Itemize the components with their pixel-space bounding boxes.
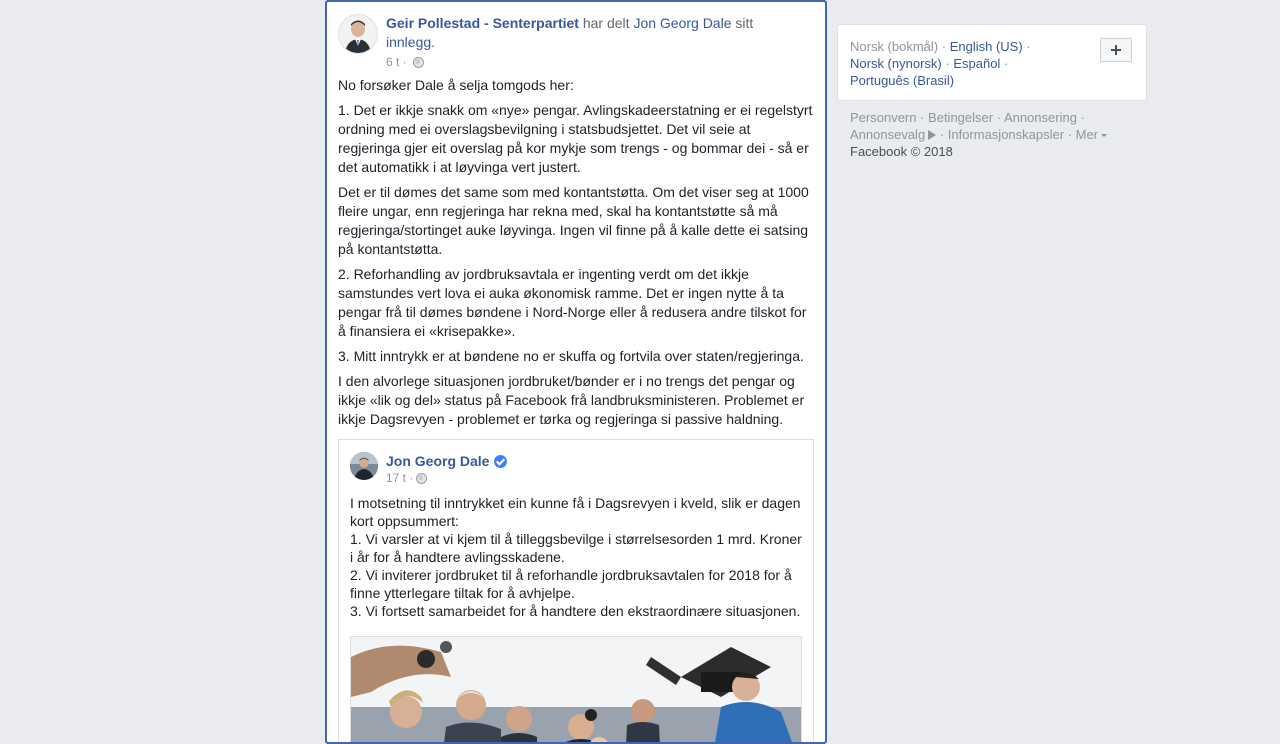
post-object-link[interactable]: innlegg. <box>386 34 436 50</box>
post-paragraph: 1. Det er ikkje snakk om «nye» pengar. Avlingskadeerstatning er ei regelstyrt ordning med ei overslagsbevilgning i statsbudsjettet. Det vil seie at regjeringa gjer eit overslag på kor mykje som trengs - og bommar dei - så er det automatikk i at løyvinga vert justert. <box>338 102 813 175</box>
footer-link-adchoices[interactable]: Annonsevalg <box>850 127 926 142</box>
globe-icon[interactable] <box>416 473 427 484</box>
shared-subline <box>386 471 507 485</box>
shared-post-photo[interactable] <box>350 636 802 744</box>
press-scrum-photo <box>351 637 801 744</box>
footer-link-advertising[interactable]: Annonsering <box>1003 110 1077 125</box>
globe-icon[interactable] <box>413 57 424 68</box>
post-card <box>325 0 827 744</box>
language-box <box>837 24 1147 101</box>
action-text: har delt <box>582 15 630 31</box>
author-avatar[interactable] <box>338 14 378 54</box>
language-option[interactable]: Português (Brasil) <box>850 73 955 88</box>
author-avatar-image <box>339 15 377 53</box>
shared-post-meta <box>386 452 507 485</box>
shared-author-row <box>386 452 507 470</box>
shared-text-line: 3. Vi fortsett samarbeidet for å handtere den ekstraordinære situasjonen. <box>350 603 801 619</box>
shared-post[interactable] <box>338 439 814 744</box>
current-language: Norsk (bokmål) <box>850 39 939 54</box>
adchoices-icon[interactable] <box>928 130 936 140</box>
post-paragraph: 3. Mitt inntrykk er at bøndene no er skuffa og fortvila over staten/regjeringa. <box>338 348 804 364</box>
language-option[interactable]: Español <box>953 56 1001 71</box>
post-header <box>338 14 815 74</box>
post-paragraph: Det er til dømes det same som med kontantstøtta. Om det viser seg at 1000 fleire ungar, enn regjeringa har rekna med, skal ha kontantstøtte så må regjeringa/stortinget auke løyvinga. Ingen vil finne på å kalle dette ei satsing på kontantstøtta. <box>338 184 809 257</box>
chevron-down-icon[interactable] <box>1101 134 1107 137</box>
suffix-text: sitt <box>735 15 754 31</box>
footer-link-privacy[interactable]: Personvern <box>850 110 917 125</box>
shared-post-text <box>350 494 805 620</box>
shared-post-header <box>350 452 790 488</box>
add-language-button[interactable] <box>1100 38 1132 62</box>
shared-text-line: I motsetning til inntrykket ein kunne få i Dagsrevyen i kveld, slik er dagen kort oppsummert: <box>350 495 801 529</box>
post-paragraph: I den alvorlege situasjonen jordbruket/bønder er i no trengs det pengar og ikkje «lik og del» status på Facebook frå landbruksministeren. Problemet er ikkje Dagsrevyen - problemet er tørka og regjeringa si passive haldning. <box>338 373 805 427</box>
post-timestamp[interactable]: 6 t · <box>386 55 407 69</box>
footer-link-cookies[interactable]: Informasjonskapsler <box>947 127 1065 142</box>
shared-text-line: 2. Vi inviterer jordbruket til å reforhandle jordbruksavtalen for 2018 for å finne ytterlegare tiltak for å avhjelpe. <box>350 567 792 601</box>
footer-links: Personvern · Betingelser · Annonsering · Annonsevalg · Informasjonskapsler · Mer Facebook © 2018 <box>850 109 1140 160</box>
verified-badge-icon <box>494 455 507 468</box>
shared-avatar-image <box>350 452 378 480</box>
language-option[interactable]: Norsk (nynorsk) <box>850 56 942 71</box>
post-body <box>338 76 816 435</box>
language-option[interactable]: English (US) <box>949 39 1023 54</box>
post-headline <box>386 14 786 52</box>
language-list: Norsk (bokmål) · English (US) · Norsk (nynorsk) · Español · Português (Brasil) <box>850 39 1031 88</box>
copyright: Facebook © 2018 <box>850 144 953 159</box>
shared-text-line: 1. Vi varsler at vi kjem til å tilleggsbevilge i størrelsesorden 1 mrd. Kroner i år for å handtere avlingsskadene. <box>350 531 802 565</box>
footer-link-terms[interactable]: Betingelser <box>928 110 994 125</box>
footer-link-more[interactable]: Mer <box>1075 127 1099 142</box>
post-paragraph: 2. Reforhandling av jordbruksavtala er ingenting verdt om det ikkje samstundes vert lova ei auka økonomisk ramme. Det er ingen nytte å ta pengar frå til dømes bøndene i Nord-Norge eller å redusera andre tilskot for å finansiera ei «krisepakke». <box>338 266 807 339</box>
shared-timestamp[interactable]: 17 t · <box>386 471 414 485</box>
post-paragraph: No forsøker Dale å selja tomgods her: <box>338 77 574 93</box>
shared-author-avatar[interactable] <box>350 452 378 480</box>
author-name-link[interactable]: Geir Pollestad - Senterpartiet <box>386 15 579 31</box>
post-subline <box>386 55 786 69</box>
post-meta <box>386 14 786 69</box>
shared-from-link[interactable]: Jon Georg Dale <box>633 15 732 31</box>
shared-author-name-link[interactable]: Jon Georg Dale <box>386 453 490 469</box>
